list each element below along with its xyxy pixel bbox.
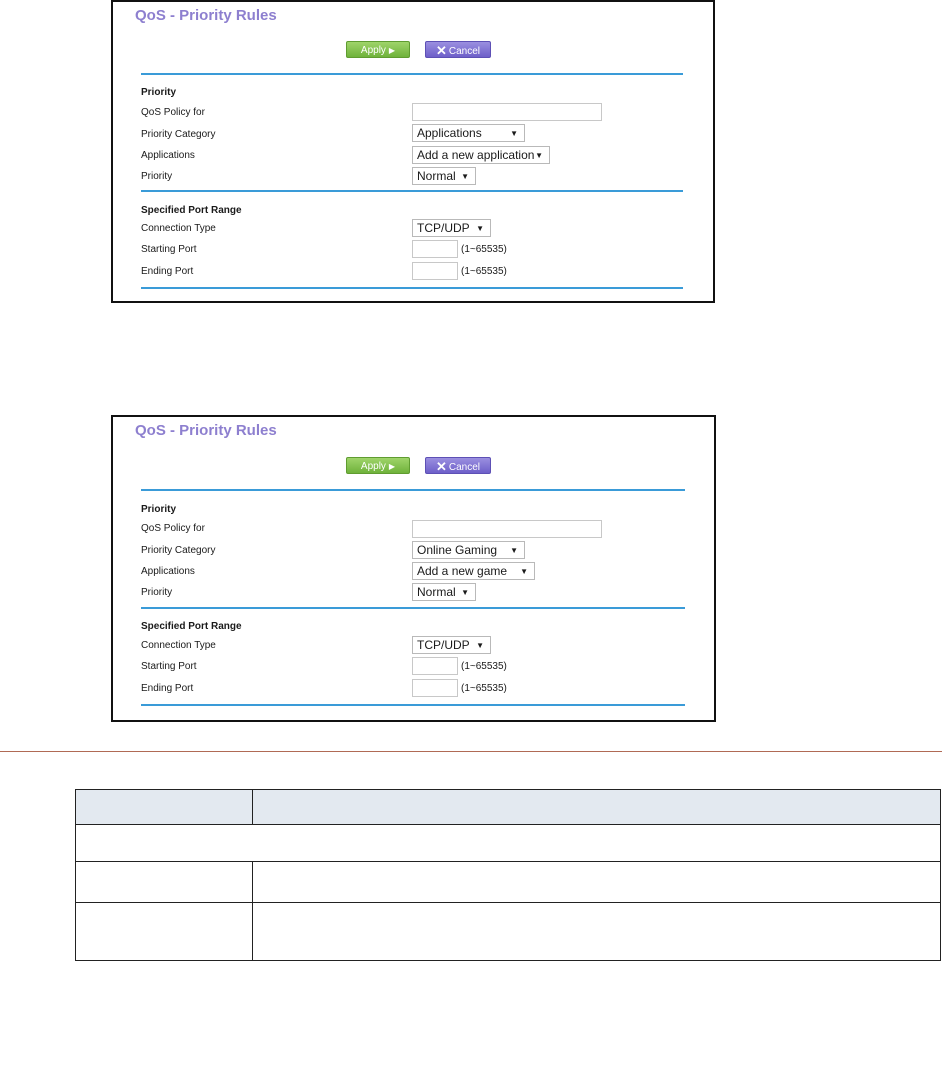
qos-policy-input[interactable] <box>412 520 602 538</box>
section-divider <box>141 190 683 192</box>
priority-value: Normal <box>417 169 456 183</box>
priority-category-label: Priority Category <box>141 545 216 556</box>
table-row <box>76 903 941 961</box>
table-cell <box>76 825 941 862</box>
apply-button[interactable] <box>346 41 410 58</box>
priority-category-value: Applications <box>417 126 482 140</box>
ending-port-input[interactable] <box>412 679 458 697</box>
section-title-priority: Priority <box>141 504 177 515</box>
connection-type-value: TCP/UDP <box>417 638 470 652</box>
x-icon: ✕ <box>435 459 447 474</box>
port-range-hint: (1~65535) <box>461 244 507 255</box>
priority-category-value: Online Gaming <box>417 543 498 557</box>
caret-down-icon: ▼ <box>535 151 543 160</box>
connection-type-select[interactable] <box>412 219 491 237</box>
ending-port-label: Ending Port <box>141 266 194 277</box>
priority-category-select[interactable] <box>412 541 525 559</box>
priority-label: Priority <box>141 171 173 182</box>
priority-label: Priority <box>141 587 173 598</box>
ending-port-input[interactable] <box>412 262 458 280</box>
qos-policy-label: QoS Policy for <box>141 107 205 118</box>
cancel-label: Cancel <box>448 46 481 57</box>
section-divider <box>141 287 683 289</box>
table-header-cell <box>76 790 253 825</box>
table-row <box>76 862 941 903</box>
section-divider <box>141 73 683 75</box>
starting-port-label: Starting Port <box>141 244 197 255</box>
connection-type-label: Connection Type <box>141 223 216 234</box>
applications-value: Add a new application <box>417 148 535 162</box>
caret-down-icon: ▼ <box>461 172 469 181</box>
section-divider <box>141 704 685 706</box>
cancel-label: Cancel <box>448 462 481 473</box>
applications-select[interactable] <box>412 562 535 580</box>
priority-select[interactable] <box>412 583 476 601</box>
ending-port-label: Ending Port <box>141 683 194 694</box>
port-range-hint: (1~65535) <box>461 661 507 672</box>
connection-type-label: Connection Type <box>141 640 216 651</box>
priority-select[interactable] <box>412 167 476 185</box>
caret-down-icon: ▼ <box>510 546 518 555</box>
x-icon: ✕ <box>435 43 447 58</box>
qos-panel-applications <box>111 0 715 303</box>
applications-value: Add a new game <box>417 564 508 578</box>
connection-type-select[interactable] <box>412 636 491 654</box>
section-title-port-range: Specified Port Range <box>141 205 242 216</box>
page-footer-rule <box>0 751 942 752</box>
caret-down-icon: ▼ <box>476 224 484 233</box>
connection-type-value: TCP/UDP <box>417 221 470 235</box>
starting-port-label: Starting Port <box>141 661 197 672</box>
starting-port-input[interactable] <box>412 240 458 258</box>
applications-label: Applications <box>141 566 195 577</box>
caret-down-icon: ▼ <box>461 588 469 597</box>
settings-description-table <box>75 789 941 961</box>
table-cell <box>76 903 253 961</box>
port-range-hint: (1~65535) <box>461 266 507 277</box>
qos-panel-online-gaming <box>111 415 716 722</box>
priority-value: Normal <box>417 585 456 599</box>
applications-select[interactable] <box>412 146 550 164</box>
apply-label: Apply <box>360 461 386 472</box>
table-header-cell <box>253 790 941 825</box>
cancel-button[interactable] <box>425 41 491 58</box>
qos-policy-label: QoS Policy for <box>141 523 205 534</box>
section-title-port-range: Specified Port Range <box>141 621 242 632</box>
apply-button[interactable] <box>346 457 410 474</box>
panel-title: QoS - Priority Rules <box>135 422 277 439</box>
table-cell <box>76 862 253 903</box>
caret-down-icon: ▼ <box>476 641 484 650</box>
qos-policy-input[interactable] <box>412 103 602 121</box>
starting-port-input[interactable] <box>412 657 458 675</box>
port-range-hint: (1~65535) <box>461 683 507 694</box>
table-cell <box>253 903 941 961</box>
caret-down-icon: ▼ <box>520 567 528 576</box>
apply-label: Apply <box>360 45 386 56</box>
priority-category-label: Priority Category <box>141 129 216 140</box>
play-triangle-icon: ▶ <box>388 462 396 471</box>
table-header-row <box>76 790 941 825</box>
cancel-button[interactable] <box>425 457 491 474</box>
priority-category-select[interactable] <box>412 124 525 142</box>
caret-down-icon: ▼ <box>510 129 518 138</box>
section-title-priority: Priority <box>141 87 177 98</box>
panel-title: QoS - Priority Rules <box>135 7 277 24</box>
table-row <box>76 825 941 862</box>
table-cell <box>253 862 941 903</box>
section-divider <box>141 607 685 609</box>
play-triangle-icon: ▶ <box>388 46 396 55</box>
section-divider <box>141 489 685 491</box>
applications-label: Applications <box>141 150 195 161</box>
